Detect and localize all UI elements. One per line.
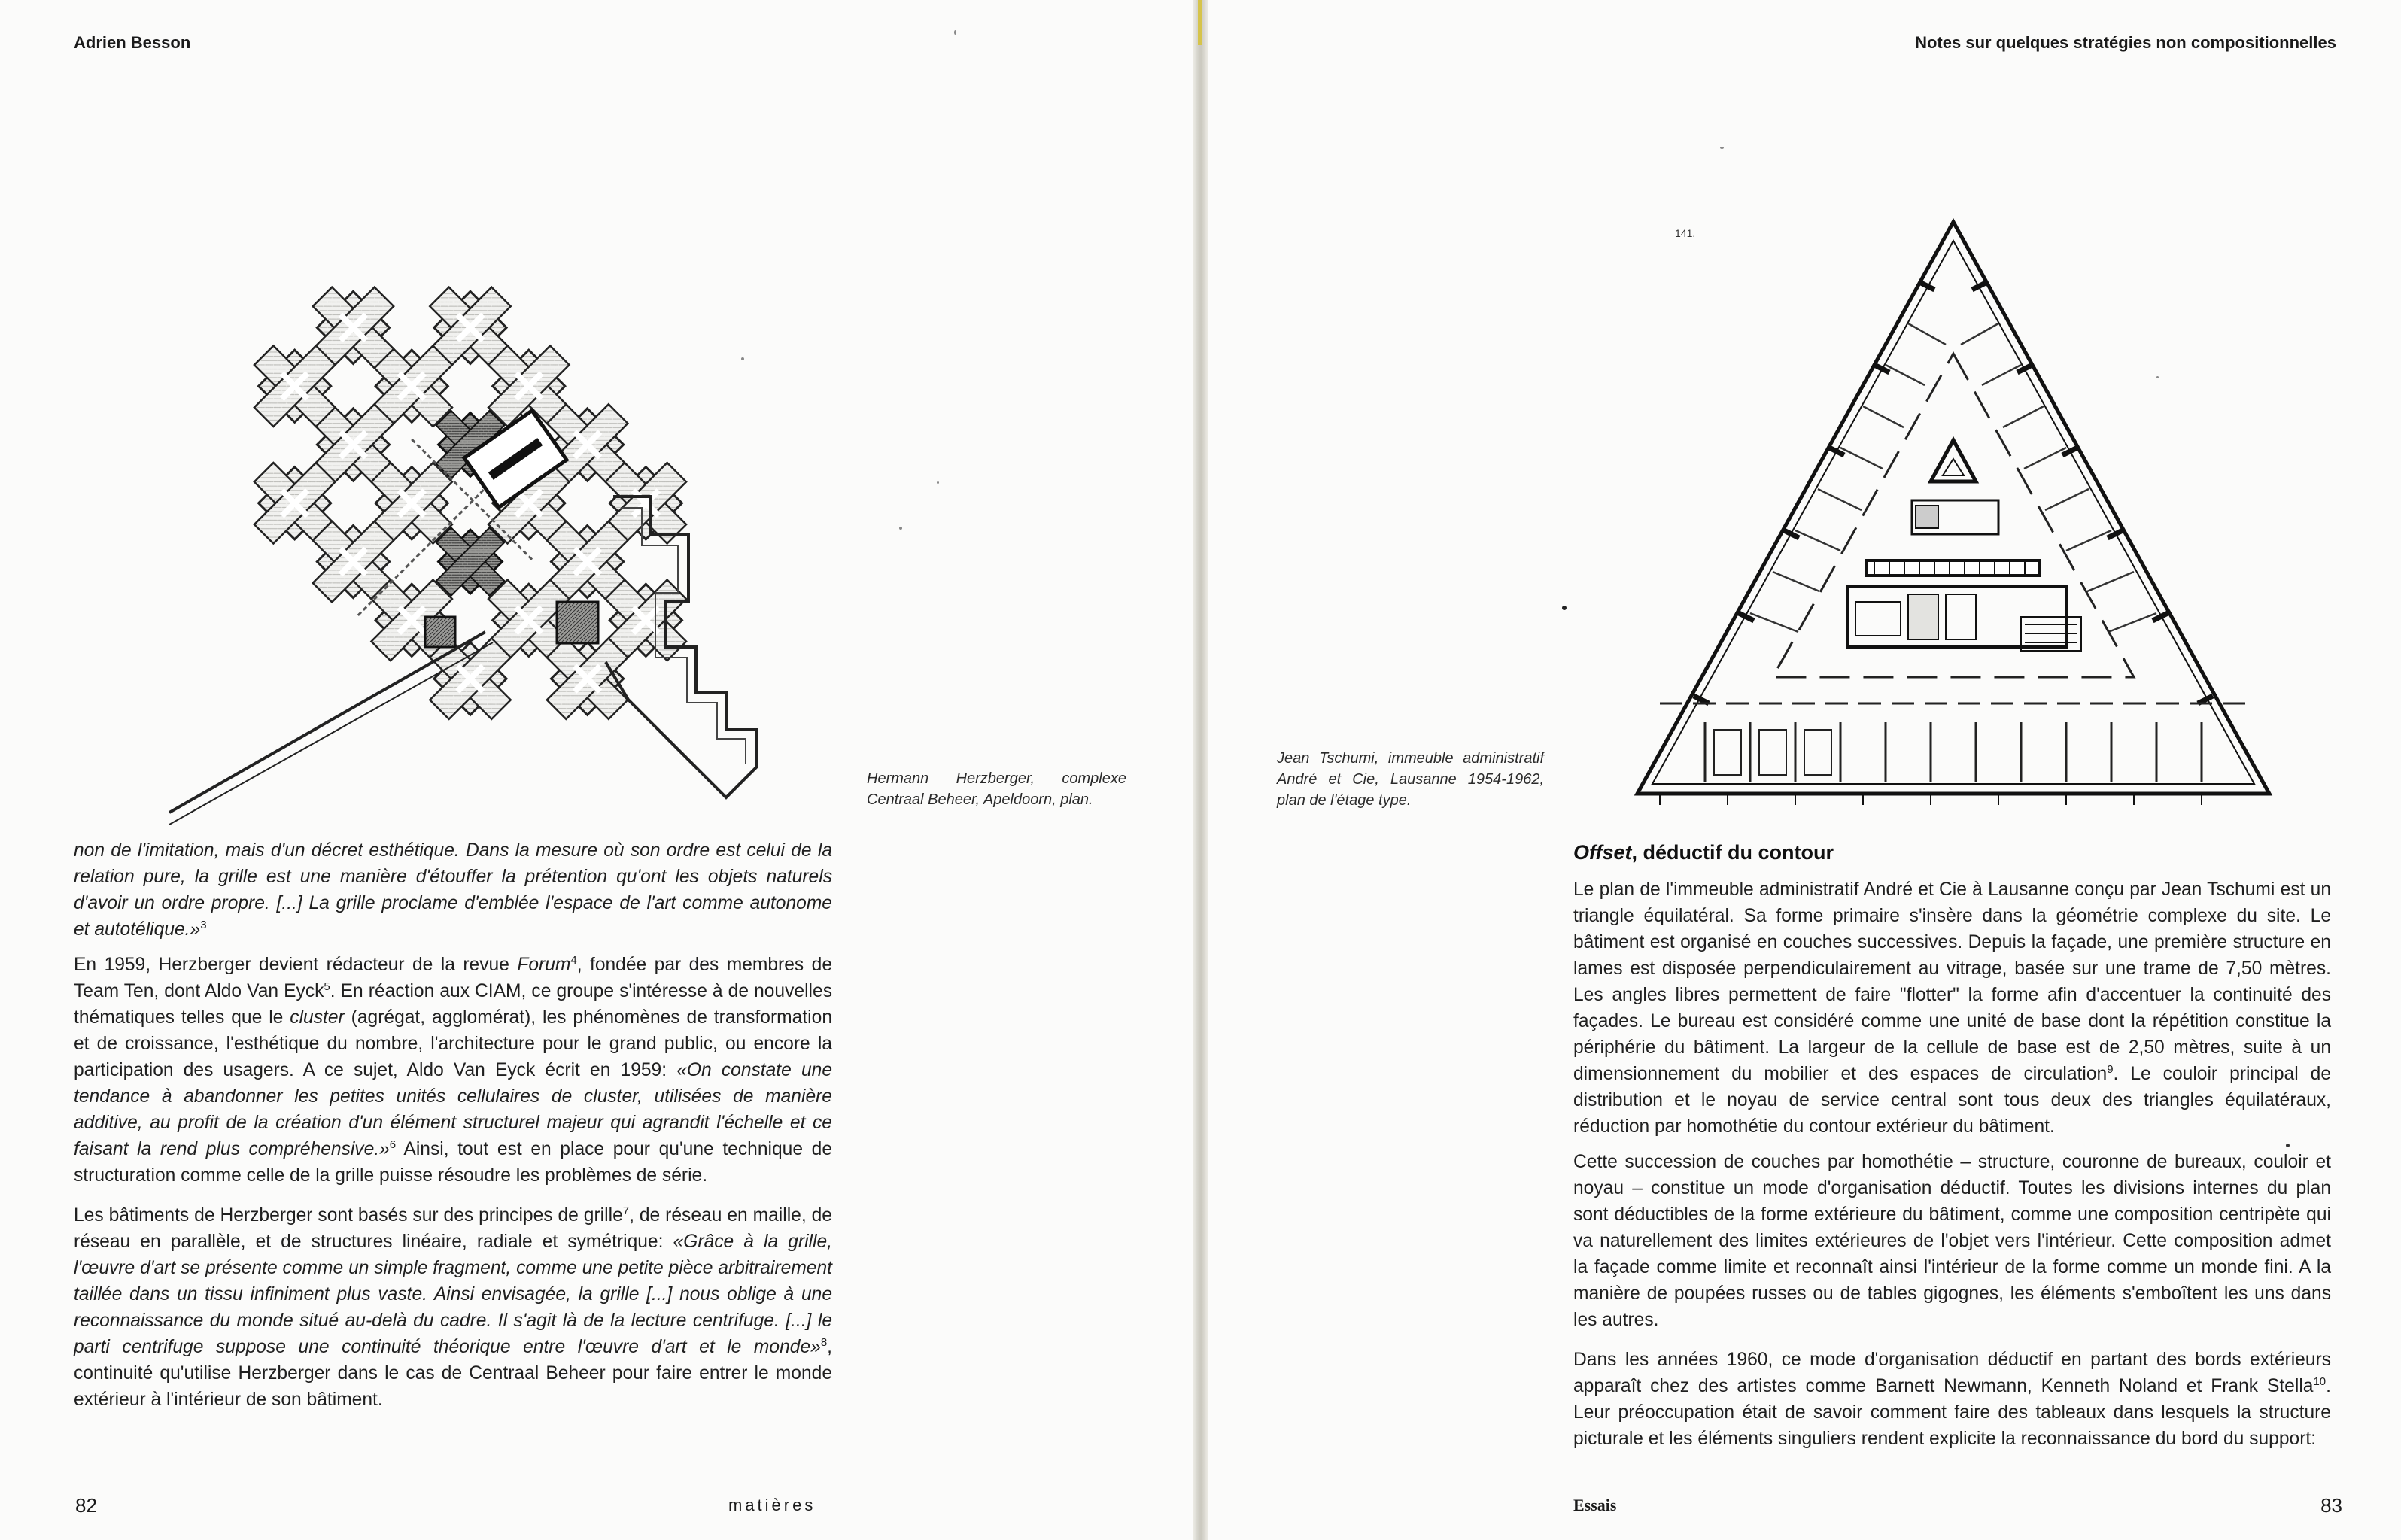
section-title: Offset, déductif du contour (1573, 841, 1834, 864)
scan-speck (2286, 1144, 2290, 1147)
scan-speck (1562, 606, 1567, 610)
paragraph-tschumi-triangle: Le plan de l'immeuble administratif André et Cie à Lausanne conçu par Jean Tschumi est un triangle équilatéral. Sa forme primaire s'insère dans la géométrie complexe du site. Le bâtiment est organisé en couches successives. Depuis la façade, une première structure en lames est disposée perpendiculairement au vitrage, basée sur une trame de 7,50 mètres. Les angles libres permettent de faire "flotter" la forme afin d'accentuer la continuité des façades. Le bureau est considéré comme une unité de base dont la répétition constitue la périphérie du bâtiment. La largeur de la cellule de base est de 2,50 mètres, suite à un dimensionnement du mobilier et des espaces de circulation$^9$. Le couloir principal de distribution et le noyau de service central sont tous deux des triangles équilatéraux, réduction par homothétie du contour extérieur du bâtiment. (1573, 879, 2331, 1137)
left-page-body (74, 837, 832, 1426)
scan-speck (937, 481, 939, 484)
scan-speck (2156, 376, 2159, 378)
running-head-title: Notes sur quelques stratégies non compositionnelles (1915, 33, 2336, 52)
journal-name-footer: matières (728, 1496, 816, 1514)
page-number-right: 83 (2320, 1494, 2342, 1517)
left-page (0, 0, 1193, 1540)
section-footer-label: Essais (1573, 1496, 1617, 1514)
scan-speck (954, 30, 956, 35)
herzberger-plan-figure (169, 211, 771, 828)
right-page-body (1573, 876, 2331, 1466)
paragraph-grid-quote-end: non de l'imitation, mais d'un décret esthétique. Dans la mesure où son ordre est celui de la relation pure, la grille est une manière d'étouffer la prétention qu'ont les objets naturels d'avoir un ordre propre. [...] La grille proclame d'emblée l'espace de l'art comme autonome et autotélique.»$^3$ (74, 840, 832, 940)
scan-speck (741, 357, 744, 360)
tschumi-plan-figure (1615, 211, 2292, 813)
scan-speck (899, 527, 902, 530)
tschumi-figure-caption: Jean Tschumi, immeuble administratif André et Cie, Lausanne 1954-1962, plan de l'étage type. (1277, 750, 1544, 809)
book-gutter (1193, 0, 1208, 1540)
paragraph-artists-1960s: Dans les années 1960, ce mode d'organisation déductif en partant des bords extérieurs apparaît chez des artistes comme Barnett Newmann, Kenneth Noland et Frank Stella$^{10}$. Leur préoccupation était de savoir comment faire des tableaux dans lesquels la structure picturale et les éléments singuliers rendent explicite la reconnaissance du bord du support: (1573, 1350, 2331, 1449)
right-page (1208, 0, 2401, 1540)
paragraph-homothety: Cette succession de couches par homothétie – structure, couronne de bureaux, couloir et noyau – constitue un mode d'organisation déductif. Toutes les divisions internes du plan sont déductibles de la forme extérieure du bâtiment, comme une composition centripète qui va naturellement des limites extérieures de l'objet vers l'intérieur. Cette composition admet la façade comme limite et reconnaît ainsi l'intérieur de la forme comme un monde fini. A la manière de poupées russes ou de tables gigognes, les éléments s'emboîtent les uns dans les autres. (1573, 1152, 2331, 1330)
binding-mark (1198, 0, 1202, 45)
paragraph-herzberger-grid: Les bâtiments de Herzberger sont basés sur des principes de grille$^7$, de réseau en maille, de réseau en parallèle, et de structures linéaire, radiale et symétrique: «Grâce à la grille, l'œuvre d'art se présente comme un simple fragment, comme une petite pièce arbitrairement taillée dans un tissu infiniment plus vaste. Ainsi envisagée, la grille [...] nous oblige à une reconnaissance du monde situé au-delà du cadre. Il s'agit là de la lecture centrifuge. [...] le parti centrifuge suppose une continuité théorique entre l'œuvre d'art et le monde»$^8$, continuité qu'utilise Herzberger dans le cas de Centraal Beheer pour faire entrer le monde extérieur à l'intérieur de son bâtiment. (74, 1204, 832, 1410)
paragraph-forum-team-ten: En 1959, Herzberger devient rédacteur de la revue Forum$^4$, fondée par des membres de Team Ten, dont Aldo Van Eyck$^5$. En réaction aux CIAM, ce groupe s'intéresse à de nouvelles thématiques telles que le cluster (agrégat, agglomérat), les phénomènes de transformation et de croissance, l'esthétique du nombre, l'architecture pour le grand public, ou encore la participation des usagers. A ce sujet, Aldo Van Eyck écrit en 1959: «On constate une tendance à abandonner les petites unités cellulaires de cluster, utilisées de manière additive, au profit de la création d'un élément structurel majeur qui agrandit l'échelle et ce faisant la rend plus compréhensive.»$^6$ Ainsi, tout est en place pour qu'une technique de structuration comme celle de la grille puisse résoudre les problèmes de série. (74, 953, 832, 1186)
scan-speck (1720, 147, 1724, 149)
plate-number: 141. (1675, 227, 1696, 239)
page-number-left: 82 (75, 1494, 97, 1517)
running-head-author: Adrien Besson (74, 33, 191, 52)
herzberger-figure-caption: Hermann Herzberger, complexe Centraal Beheer, Apeldoorn, plan. (867, 770, 1126, 808)
